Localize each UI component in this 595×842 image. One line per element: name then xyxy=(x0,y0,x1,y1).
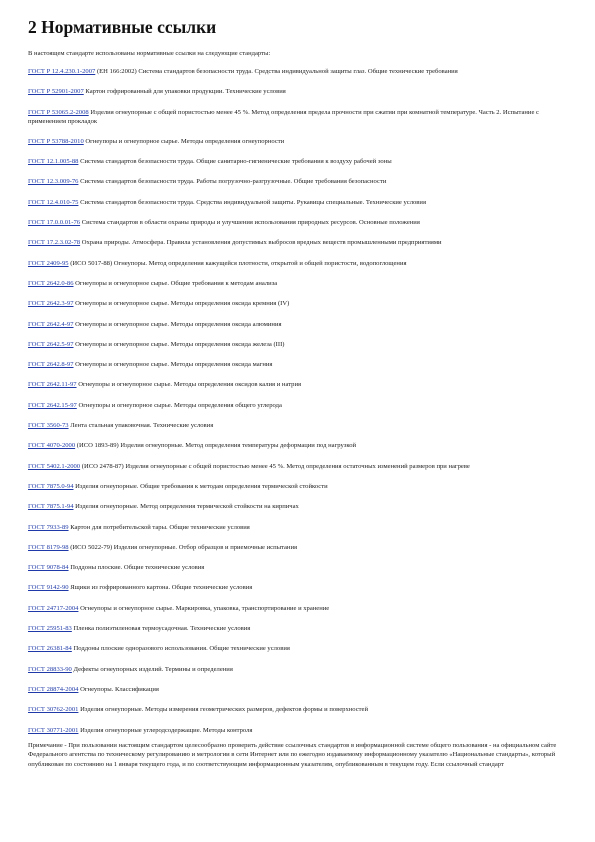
reference-item xyxy=(28,198,565,207)
reference-title: Огнеупоры и огнеупорное сырье. Методы определения оксида магния xyxy=(73,361,273,369)
reference-item xyxy=(28,726,565,735)
reference-link[interactable]: ГОСТ 2642.5-97 xyxy=(28,340,74,348)
reference-item xyxy=(28,177,565,186)
reference-link[interactable]: ГОСТ Р 12.4.230.1-2007 xyxy=(28,68,96,75)
reference-item xyxy=(28,218,565,227)
reference-title: (ЕН 166:2002) Система стандартов безопасности труда. Средства индивидуальной защиты глаз. Общие технические требования xyxy=(95,68,458,75)
reference-item xyxy=(28,279,565,288)
reference-title: Система стандартов безопасности труда. Средства индивидуальной защиты. Рукавицы специальные. Технические условия xyxy=(78,198,426,206)
reference-title: (ИСО 5022-79) Изделия огнеупорные. Отбор образцов и приемочные испытания xyxy=(68,543,298,551)
reference-link[interactable]: ГОСТ 25951-83 xyxy=(28,625,72,633)
reference-link[interactable]: ГОСТ Р 53065.2-2008 xyxy=(28,108,89,116)
reference-item xyxy=(28,624,565,633)
reference-title: Огнеупоры и огнеупорное сырье. Методы определения общего углерода xyxy=(76,401,282,409)
reference-link[interactable]: ГОСТ 30762-2001 xyxy=(28,706,79,714)
reference-link[interactable]: ГОСТ 30771-2001 xyxy=(28,726,79,734)
reference-link[interactable]: ГОСТ 7875.1-94 xyxy=(28,503,74,511)
reference-link[interactable]: ГОСТ 26381-84 xyxy=(28,645,72,653)
reference-link[interactable]: ГОСТ Р 53788-2010 xyxy=(28,137,84,145)
reference-item xyxy=(28,401,565,410)
reference-title: Картон для потребительской тары. Общие технические условия xyxy=(68,523,250,531)
reference-item xyxy=(28,502,565,511)
reference-link[interactable]: ГОСТ 2642.4-97 xyxy=(28,320,74,328)
reference-title: Пленка полиэтиленовая термоусадочная. Технические условия xyxy=(71,625,251,633)
reference-title: Поддоны плоские одноразового использования. Общие технические условия xyxy=(71,645,290,653)
reference-title: Изделия огнеупорные. Метод определения термической стойкости на кирпичах xyxy=(73,503,299,511)
reference-item xyxy=(28,462,565,471)
reference-link[interactable]: ГОСТ 12.4.010-75 xyxy=(28,198,79,206)
reference-link[interactable]: ГОСТ 2642.3-97 xyxy=(28,300,74,308)
reference-item xyxy=(28,380,565,389)
reference-item xyxy=(28,665,565,674)
reference-title: Изделия огнеупорные углеродсодержащие. Методы контроля xyxy=(78,726,253,734)
reference-link[interactable]: ГОСТ 28874-2004 xyxy=(28,685,79,693)
reference-item xyxy=(28,299,565,308)
reference-item xyxy=(28,137,565,146)
reference-title: Огнеупоры и огнеупорное сырье. Методы определения оксида железа (III) xyxy=(73,340,285,348)
reference-link[interactable]: ГОСТ 5402.1-2000 xyxy=(28,462,81,470)
reference-item xyxy=(28,340,565,349)
reference-item xyxy=(28,604,565,613)
reference-title: Огнеупоры и огнеупорное сырье. Методы определения оксида алюминия xyxy=(73,320,282,328)
reference-title: Огнеупоры и огнеупорное сырье. Общие требования к методам анализа xyxy=(73,279,278,287)
reference-item xyxy=(28,87,565,96)
reference-title: Изделия огнеупорные. Общие требования к методам определения термической стойкости xyxy=(73,482,328,490)
reference-link[interactable]: ГОСТ 2642.8-97 xyxy=(28,361,74,369)
reference-item xyxy=(28,705,565,714)
reference-link[interactable]: ГОСТ 24717-2004 xyxy=(28,604,79,612)
reference-link[interactable]: ГОСТ 8179-98 xyxy=(28,543,69,551)
reference-item xyxy=(28,482,565,491)
reference-link[interactable]: ГОСТ 2409-95 xyxy=(28,259,69,267)
reference-item xyxy=(28,523,565,532)
reference-link[interactable]: ГОСТ 12.1.005-88 xyxy=(28,158,79,166)
reference-title: Изделия огнеупорные. Методы измерения геометрических размеров, дефектов формы и поверхностей xyxy=(78,706,368,714)
note-paragraph: Примечание - При пользовании настоящим стандартом целесообразно проверить действие ссылочных стандартов в информационной системе общего пользования - на официальном сайте Федерального агентства по техническому регулированию и метрологии в сети Интернет или по ежегодно издаваемому информационному указателю «Национальные стандарты», который опубликован по состоянию на 1 января текущего года, и по соответствующим информационным указателям, опубликованным в текущем году. Если ссылочный стандарт xyxy=(28,741,557,768)
reference-title: Охрана природы. Атмосфера. Правила установления допустимых выбросов вредных веществ промышленными предприятиями xyxy=(80,239,442,247)
reference-title: Дефекты огнеупорных изделий. Термины и определения xyxy=(71,665,233,673)
reference-item xyxy=(28,441,565,450)
reference-title: Картон гофрированный для упаковки продукции. Технические условия xyxy=(83,88,286,96)
reference-title: Система стандартов в области охраны природы и улучшения использования природных ресурсов. Основные положения xyxy=(80,219,420,227)
reference-link[interactable]: ГОСТ 17.2.3.02-78 xyxy=(28,239,81,247)
reference-link[interactable]: ГОСТ 7933-89 xyxy=(28,523,69,531)
reference-title: Огнеупоры. Классификация xyxy=(78,685,159,693)
reference-item xyxy=(28,238,565,247)
reference-item xyxy=(28,583,565,592)
reference-link[interactable]: ГОСТ 17.0.0.01-76 xyxy=(28,219,81,227)
reference-link[interactable]: ГОСТ 9078-84 xyxy=(28,564,69,572)
reference-link[interactable]: ГОСТ 2642.0-86 xyxy=(28,279,74,287)
reference-item xyxy=(28,644,565,653)
reference-title: Ящики из гофрированного картона. Общие технические условия xyxy=(68,584,253,592)
reference-item xyxy=(28,421,565,430)
reference-item xyxy=(28,157,565,166)
reference-link[interactable]: ГОСТ 4070-2000 xyxy=(28,442,76,450)
reference-item xyxy=(28,67,565,76)
section-title: 2 Нормативные ссылки xyxy=(28,17,217,37)
reference-title: Система стандартов безопасности труда. Работы погрузочно-разгрузочные. Общие требования безопасности xyxy=(78,178,387,186)
intro-paragraph: В настоящем стандарте использованы нормативные ссылки на следующие стандарты: xyxy=(28,50,271,57)
reference-title: Огнеупоры и огнеупорное сырье. Методы определения оксида кремния (IV) xyxy=(73,300,290,308)
reference-title: Огнеупоры и огнеупорное сырье. Методы определения оксидов калия и натрия xyxy=(76,381,302,389)
reference-link[interactable]: ГОСТ 7875.0-94 xyxy=(28,482,74,490)
reference-link[interactable]: ГОСТ Р 52901-2007 xyxy=(28,88,84,96)
reference-title: Поддоны плоские. Общие технические условия xyxy=(68,564,205,572)
reference-title: (ИСО 5017-88) Огнеупоры. Метод определения кажущейся плотности, открытой и общей пористости, водопоглощения xyxy=(68,259,407,267)
reference-title: (ИСО 2478-87) Изделия огнеупорные с общей пористостью менее 45 %. Метод определения остаточных изменений размеров при нагреве xyxy=(80,462,470,470)
reference-title: Изделия огнеупорные с общей пористостью менее 45 %. Метод определения предела прочности при сжатии при комнатной температуре. Часть 2. Испытание с применением прокладок xyxy=(28,108,539,125)
reference-link[interactable]: ГОСТ 2642.11-97 xyxy=(28,381,77,389)
reference-item xyxy=(28,543,565,552)
reference-title: (ИСО 1893-89) Изделия огнеупорные. Метод определения температуры деформации под нагрузкой xyxy=(75,442,357,450)
reference-link[interactable]: ГОСТ 2642.15-97 xyxy=(28,401,77,409)
reference-item xyxy=(28,320,565,329)
reference-item xyxy=(28,360,565,369)
reference-link[interactable]: ГОСТ 3560-73 xyxy=(28,422,69,430)
reference-item xyxy=(28,259,565,268)
reference-link[interactable]: ГОСТ 9142-90 xyxy=(28,584,69,592)
references-list xyxy=(28,67,565,735)
reference-link[interactable]: ГОСТ 28833-90 xyxy=(28,665,72,673)
reference-link[interactable]: ГОСТ 12.3.009-76 xyxy=(28,178,79,186)
reference-item xyxy=(28,108,565,126)
reference-title: Лента стальная упаковочная. Технические условия xyxy=(68,422,214,430)
reference-item xyxy=(28,685,565,694)
reference-title: Огнеупоры и огнеупорное сырье. Маркировка, упаковка, транспортирование и хранение xyxy=(78,604,330,612)
reference-item xyxy=(28,563,565,572)
reference-title: Система стандартов безопасности труда. Общие санитарно-гигиенические требования к воздуху рабочей зоны xyxy=(78,158,392,166)
reference-title: Огнеупоры и огнеупорное сырье. Методы определения огнеупорности xyxy=(83,137,285,145)
